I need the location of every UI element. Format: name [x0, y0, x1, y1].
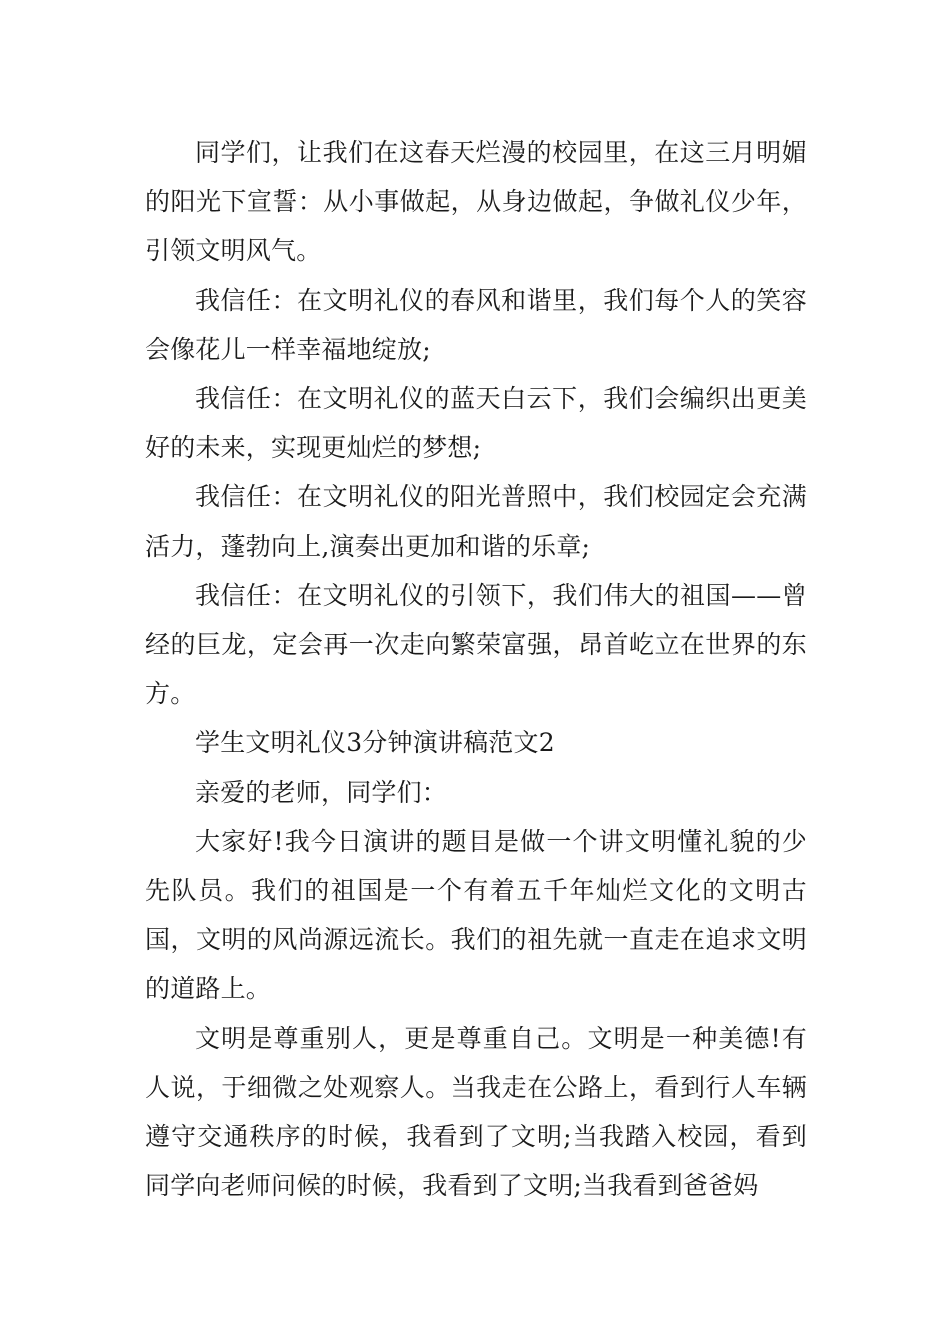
paragraph-civility: 文明是尊重别人，更是尊重自己。文明是一种美德!有人说，于细微之处观察人。当我走在公路上，看到行人车辆遵守交通秩序的时候，我看到了文明;当我踏入校园，看到同学向老师问候的时候，我看到了文明;当我看到爸爸妈 — [145, 1023, 807, 1201]
paragraph-belief-sunshine: 我信任：在文明礼仪的阳光普照中，我们校园定会充满活力，蓬勃向上,演奏出更加和谐的乐章; — [145, 482, 807, 561]
paragraph-introduction: 大家好!我今日演讲的题目是做一个讲文明懂礼貌的少先队员。我们的祖国是一个有着五千年灿烂文化的文明古国，文明的风尚源远流长。我们的祖先就一直走在追求文明的道路上。 — [145, 826, 807, 1004]
salutation: 亲爱的老师，同学们： — [195, 777, 448, 807]
paragraph-belief-motherland: 我信任：在文明礼仪的引领下，我们伟大的祖国——曾经的巨龙，定会再一次走向繁荣富强，昂首屹立在世界的东方。 — [145, 580, 807, 709]
paragraph-pledge: 同学们，让我们在这春天烂漫的校园里，在这三月明媚的阳光下宣誓：从小事做起，从身边做起，争做礼仪少年，引领文明风气。 — [145, 138, 807, 266]
paragraph-belief-blue-sky: 我信任：在文明礼仪的蓝天白云下，我们会编织出更美好的未来，实现更灿烂的梦想; — [145, 384, 807, 463]
section-heading: 学生文明礼仪3分钟演讲稿范文2 — [195, 728, 555, 758]
document-body — [145, 128, 807, 1210]
paragraph-belief-spring-breeze: 我信任：在文明礼仪的春风和谐里，我们每个人的笑容会像花儿一样幸福地绽放; — [145, 285, 807, 364]
